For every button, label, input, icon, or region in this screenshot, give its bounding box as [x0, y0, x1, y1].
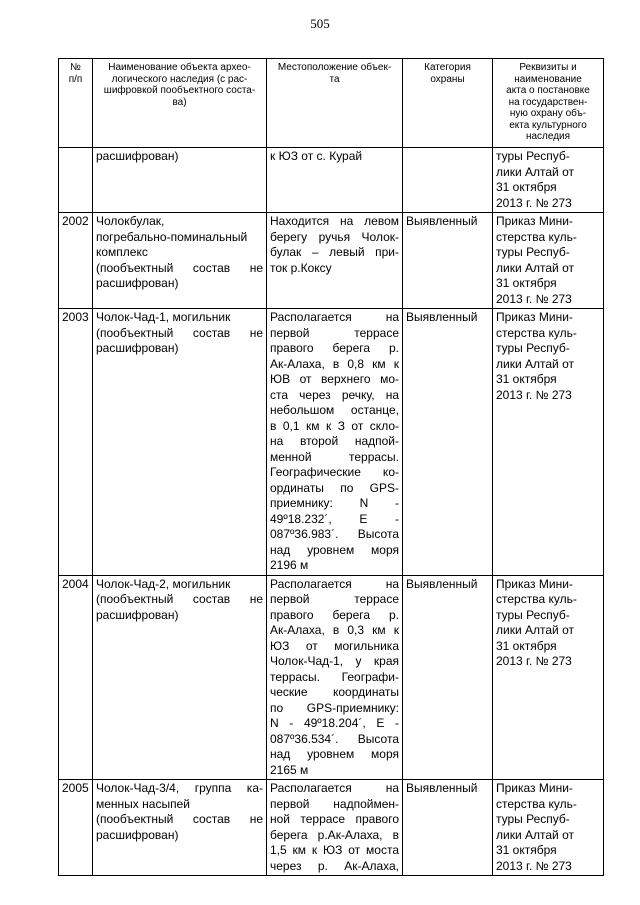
- text-line: берега р.Ак-Алаха, в: [270, 827, 399, 842]
- text-line: расшифрован): [96, 149, 179, 163]
- text-line: Чолок-Чад-1, у края: [270, 654, 399, 668]
- text-line: туры Респуб-: [496, 149, 570, 163]
- act-details: [493, 309, 604, 576]
- text-line: наименование: [514, 73, 582, 85]
- header-protection-category: [403, 59, 493, 148]
- text-line: 31 октября: [496, 843, 557, 857]
- protection-category: [403, 148, 493, 213]
- text-line: ной террасе правого: [270, 812, 399, 826]
- text-line: лики Алтай от: [496, 623, 574, 637]
- text-line: 31 октября: [496, 638, 557, 653]
- text-line: стерства куль-: [496, 325, 577, 340]
- text-line: правого берега р.: [270, 607, 399, 622]
- text-line: ЮЗ от могильника: [270, 638, 399, 653]
- text-line: та: [329, 73, 340, 85]
- protection-category: Выявленный: [403, 213, 493, 309]
- object-name: [93, 780, 267, 876]
- header-object-name: [93, 59, 267, 148]
- text-line: Располагается на: [270, 576, 399, 591]
- text-line: Приказ Мини-: [496, 214, 573, 228]
- text-line: (пообъектный состав не: [96, 812, 263, 826]
- header-act-details: [493, 59, 604, 148]
- text-line: 087º36.983´. Высота: [270, 527, 399, 541]
- row-number: 2002: [59, 213, 93, 309]
- text-line: Географические ко-: [270, 465, 399, 479]
- text-line: первой террасе: [270, 325, 399, 340]
- text-line: в 0,1 км к З от скло-: [270, 418, 399, 433]
- text-line: Чолокбулак,: [96, 214, 165, 228]
- text-line: 087º36.534´. Высота: [270, 731, 399, 746]
- text-line: стерства куль-: [496, 796, 577, 811]
- text-line: 31 октября: [496, 276, 557, 290]
- heritage-registry-table: [58, 58, 604, 876]
- header-location: [267, 59, 403, 148]
- text-line: над уровнем моря: [270, 747, 399, 761]
- text-line: комплекс: [96, 245, 148, 259]
- text-line: ЮВ от верхнего мо-: [270, 372, 399, 386]
- text-line: Располагается на: [270, 781, 399, 795]
- text-line: на государствен-: [508, 96, 588, 108]
- text-line: п/п: [68, 73, 83, 85]
- text-line: 2013 г. № 273: [496, 387, 572, 402]
- text-line: лики Алтай от: [496, 356, 574, 371]
- text-line: охраны: [430, 73, 465, 85]
- text-line: ста через речку, на: [270, 387, 399, 402]
- text-line: наследия: [525, 131, 571, 142]
- text-line: стерства куль-: [496, 592, 577, 606]
- text-line: первой террасе: [270, 592, 399, 606]
- text-line: расшифрован): [96, 276, 179, 290]
- text-line: Располагается на: [270, 310, 399, 324]
- object-name: [93, 309, 267, 576]
- text-line: первой надпоймен-: [270, 796, 399, 811]
- object-name: [93, 213, 267, 309]
- text-line: через р. Ак-Алаха,: [270, 858, 399, 873]
- text-line: расшифрован): [96, 827, 179, 842]
- text-line: лики Алтай от: [496, 260, 574, 275]
- text-line: лики Алтай от: [496, 827, 574, 842]
- text-line: правого берега р.: [270, 341, 399, 355]
- text-line: 2013 г. № 273: [496, 195, 572, 210]
- text-line: террасы. Географи-: [270, 669, 399, 684]
- protection-category: Выявленный: [403, 780, 493, 876]
- text-line: ную охрану объ-: [509, 108, 587, 119]
- text-line: туры Респуб-: [496, 341, 570, 355]
- text-line: Приказ Мини-: [496, 781, 573, 795]
- object-location: [267, 780, 403, 876]
- table-row: [59, 213, 604, 309]
- text-line: 2013 г. № 273: [496, 291, 572, 306]
- row-number: [59, 148, 93, 213]
- text-line: булак – левый при-: [270, 245, 399, 259]
- text-line: акта о постановке: [506, 85, 590, 96]
- text-line: ток р.Коксу: [270, 260, 332, 275]
- text-line: Категория: [424, 62, 471, 73]
- text-line: Наименование объекта архео-: [108, 62, 251, 73]
- text-line: туры Респуб-: [496, 812, 570, 826]
- text-line: 2165 м: [270, 762, 309, 777]
- header-number: [59, 59, 93, 148]
- text-line: Приказ Мини-: [496, 310, 573, 324]
- text-line: ческие координаты: [270, 685, 399, 699]
- text-line: туры Респуб-: [496, 607, 570, 622]
- text-line: №: [70, 62, 81, 73]
- text-line: Чолок-Чад-3/4, группа ка-: [96, 781, 263, 795]
- text-line: небольшом останце,: [270, 403, 399, 417]
- text-line: Приказ Мини-: [496, 576, 573, 591]
- table-row: [59, 780, 604, 876]
- object-location: [267, 309, 403, 576]
- table-row: [59, 575, 604, 780]
- text-line: Чолок-Чад-2, могильник: [96, 576, 231, 591]
- object-location: [267, 148, 403, 213]
- text-line: по GPS-приемнику:: [270, 700, 399, 715]
- protection-category: Выявленный: [403, 575, 493, 780]
- row-number: 2004: [59, 575, 93, 780]
- act-details: [493, 213, 604, 309]
- text-line: (пообъектный состав не: [96, 592, 263, 606]
- object-location: [267, 575, 403, 780]
- text-line: расшифрован): [96, 607, 179, 622]
- table-row: [59, 309, 604, 576]
- text-line: стерства куль-: [496, 229, 577, 244]
- text-line: расшифрован): [96, 341, 179, 355]
- text-line: 2196 м: [270, 558, 309, 572]
- text-line: на второй надпой-: [270, 434, 399, 448]
- text-line: екта культурного: [509, 119, 587, 131]
- text-line: менной террасы.: [270, 449, 399, 464]
- text-line: 2013 г. № 273: [496, 858, 572, 873]
- object-location: [267, 213, 403, 309]
- text-line: 31 октября: [496, 372, 557, 386]
- protection-category: Выявленный: [403, 309, 493, 576]
- row-number: 2005: [59, 780, 93, 876]
- text-line: Ак-Алаха, в 0,3 км к: [270, 623, 399, 637]
- text-line: шифровкой пообъектного соста-: [103, 85, 256, 96]
- table-row: [59, 148, 604, 213]
- text-line: туры Респуб-: [496, 245, 570, 259]
- text-line: (пообъектный состав не: [96, 260, 263, 275]
- text-line: логического наследия (с рас-: [111, 73, 248, 85]
- text-line: Местоположение объек-: [277, 62, 392, 73]
- text-line: к ЮЗ от с. Курай: [270, 149, 363, 163]
- act-details: [493, 148, 604, 213]
- text-line: ординаты по GPS-: [270, 480, 399, 495]
- text-line: лики Алтай от: [496, 164, 574, 179]
- text-line: погребально-поминальный: [96, 229, 248, 244]
- row-number: 2003: [59, 309, 93, 576]
- object-name: [93, 575, 267, 780]
- object-name: [93, 148, 267, 213]
- act-details: [493, 575, 604, 780]
- page-number: 505: [310, 16, 330, 31]
- text-line: Чолок-Чад-1, могильник: [96, 310, 231, 324]
- text-line: берегу ручья Чолок-: [270, 229, 399, 244]
- text-line: Находится на левом: [270, 214, 399, 228]
- table-header-row: [59, 59, 604, 148]
- text-line: Реквизиты и: [519, 62, 577, 73]
- text-line: (пообъектный состав не: [96, 325, 263, 340]
- text-line: над уровнем моря: [270, 542, 399, 557]
- text-line: приемнику: N -: [270, 496, 399, 510]
- text-line: 31 октября: [496, 180, 557, 194]
- text-line: N - 49º18.204´, E -: [270, 716, 399, 730]
- text-line: Ак-Алаха, в 0,8 км к: [270, 356, 399, 371]
- text-line: 1,5 км к ЮЗ от моста: [270, 843, 399, 857]
- text-line: 49º18.232´, E -: [270, 511, 399, 526]
- text-line: ва): [172, 96, 187, 108]
- text-line: менных насыпей: [96, 796, 190, 811]
- text-line: 2013 г. № 273: [496, 654, 572, 668]
- act-details: [493, 780, 604, 876]
